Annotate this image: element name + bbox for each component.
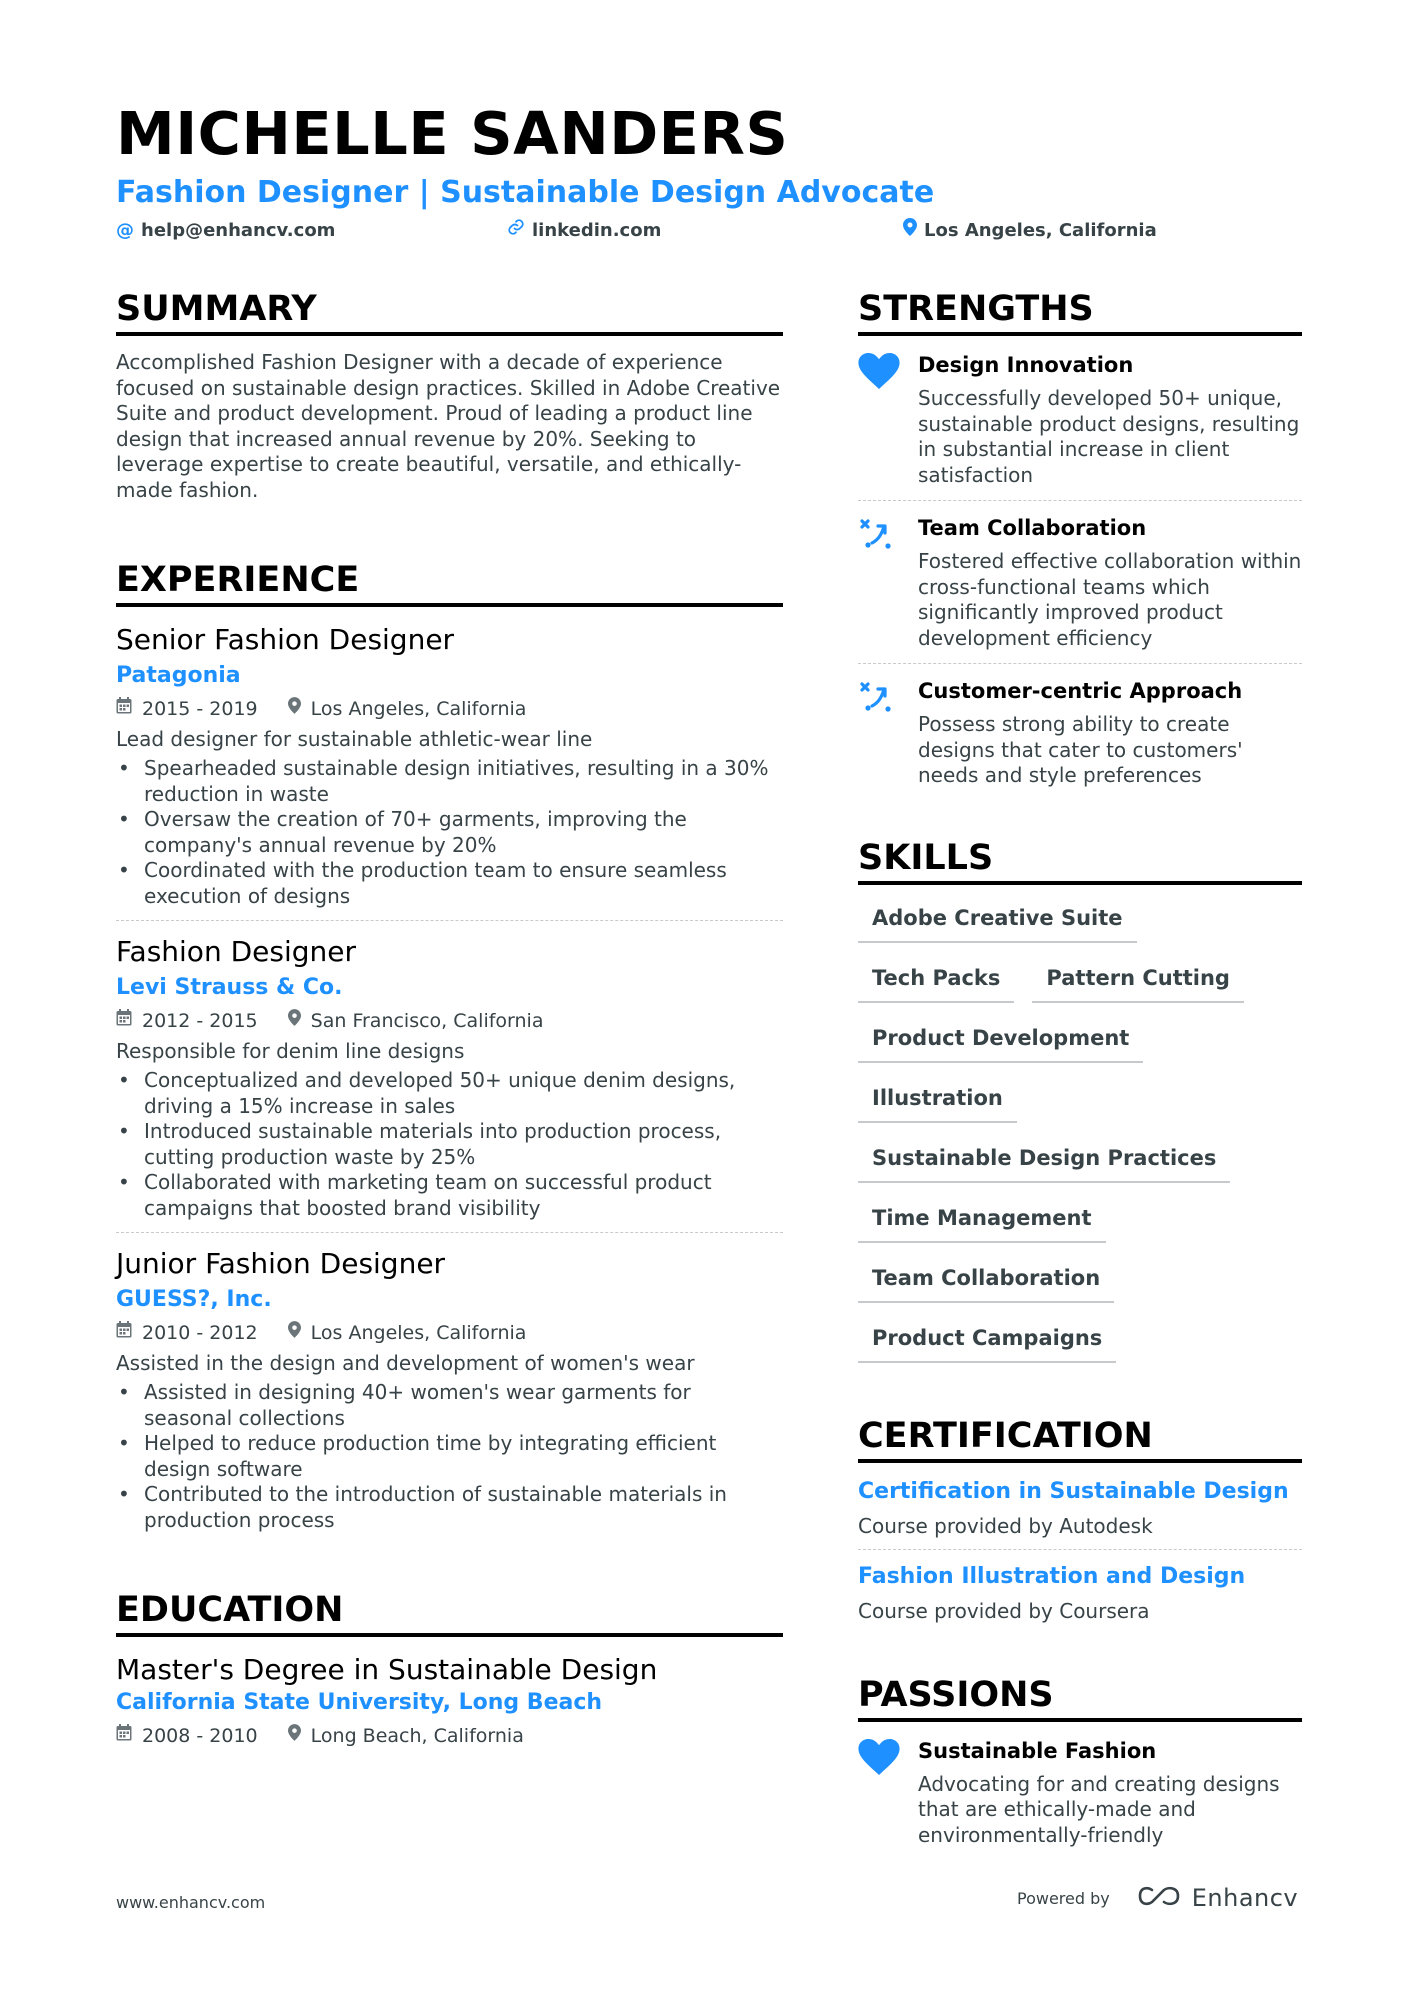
job-bullets — [116, 1380, 783, 1533]
skill-tag: Product Development — [858, 1017, 1143, 1063]
location-pin-icon — [288, 1320, 301, 1346]
strength-description: Possess strong ability to create designs that cater to customers' needs and style preferences — [918, 712, 1243, 787]
passions-section — [858, 1674, 1302, 1849]
candidate-title: Fashion Designer | Sustainable Design Advocate — [116, 175, 935, 210]
powered-by-text: Powered by — [1017, 1888, 1110, 1908]
summary-heading: SUMMARY — [116, 288, 783, 336]
certification-item — [858, 1562, 1302, 1624]
location-pin-icon — [288, 696, 301, 722]
education-heading: EDUCATION — [116, 1589, 783, 1637]
certification-section — [858, 1415, 1302, 1624]
job-meta — [116, 1008, 783, 1034]
job-description: Lead designer for sustainable athletic-wear line — [116, 727, 593, 751]
skills-list — [858, 897, 1302, 1377]
skill-tag: Pattern Cutting — [1032, 957, 1244, 1003]
contact-location — [903, 218, 1157, 244]
summary-section — [116, 288, 783, 503]
certification-title: Fashion Illustration and Design — [858, 1563, 1246, 1589]
job-dates: 2015 - 2019 — [142, 698, 258, 720]
skill-tag: Illustration — [858, 1077, 1017, 1123]
contact-linkedin[interactable] — [507, 218, 661, 244]
heart-icon — [858, 350, 918, 488]
brand-name: Enhancv — [1191, 1884, 1299, 1912]
strengths-section — [858, 288, 1302, 789]
summary-text: Accomplished Fashion Designer with a decade of experience focused on sustainable design practices. Skilled in Adobe Creative Suite and product development. Proud of leading a product line design that increased annual revenue by 20%. Seeking to leverage expertise to create beautiful, versatile, and ethically-made fashion. — [116, 350, 781, 502]
strength-item — [858, 676, 1302, 789]
strength-title: Design Innovation — [918, 353, 1134, 377]
certification-description: Course provided by Autodesk — [858, 1513, 1153, 1538]
job-title: Senior Fashion Designer — [116, 623, 455, 656]
strength-title: Team Collaboration — [918, 516, 1147, 540]
passion-item — [858, 1736, 1302, 1849]
job-location: Los Angeles, California — [310, 1322, 527, 1344]
bullet-item: • Coordinated with the production team to ensure seamless execution of designs — [116, 858, 783, 909]
enhancv-logo-icon — [1136, 1884, 1182, 1912]
at-sign-icon: @ — [116, 220, 134, 241]
left-column — [116, 288, 783, 1749]
calendar-icon — [116, 1008, 132, 1034]
candidate-name: MICHELLE SANDERS — [116, 99, 789, 168]
strengths-heading: STRENGTHS — [858, 288, 1302, 336]
job-entry — [116, 1246, 783, 1533]
degree-title: Master's Degree in Sustainable Design — [116, 1653, 658, 1686]
strength-description: Successfully developed 50+ unique, sustainable product designs, resulting in substantial increase in client satisfaction — [918, 386, 1300, 487]
certification-description: Course provided by Coursera — [858, 1598, 1150, 1623]
experience-section — [116, 559, 783, 1533]
calendar-icon — [116, 1320, 132, 1346]
education-meta — [116, 1723, 783, 1749]
certification-item — [858, 1477, 1302, 1550]
bullet-item: • Collaborated with marketing team on successful product campaigns that boosted brand visibility — [116, 1170, 783, 1221]
bullet-item: • Assisted in designing 40+ women's wear garments for seasonal collections — [116, 1380, 783, 1431]
job-description: Responsible for denim line designs — [116, 1039, 465, 1063]
education-entry — [116, 1652, 783, 1749]
job-dates: 2010 - 2012 — [142, 1322, 258, 1344]
calendar-icon — [116, 1723, 132, 1749]
job-company: Levi Strauss & Co. — [116, 975, 343, 1000]
linkedin-text: linkedin.com — [532, 220, 662, 241]
passions-heading: PASSIONS — [858, 1674, 1302, 1722]
education-location: Long Beach, California — [310, 1725, 524, 1747]
link-icon — [507, 218, 525, 244]
strength-item — [858, 513, 1302, 664]
job-dates: 2012 - 2015 — [142, 1010, 258, 1032]
location-pin-icon — [288, 1723, 301, 1749]
email-text: help@enhancv.com — [141, 220, 336, 241]
experience-heading: EXPERIENCE — [116, 559, 783, 607]
passion-title: Sustainable Fashion — [918, 1738, 1157, 1763]
job-entry — [116, 622, 783, 921]
job-company: GUESS?, Inc. — [116, 1287, 272, 1312]
strength-title: Customer-centric Approach — [918, 679, 1243, 703]
heart-icon — [858, 1736, 918, 1849]
bullet-item: • Oversaw the creation of 70+ garments, improving the company's annual revenue by 20% — [116, 807, 783, 858]
contact-email[interactable] — [116, 218, 335, 244]
skill-tag: Adobe Creative Suite — [858, 897, 1137, 943]
job-title: Fashion Designer — [116, 935, 356, 968]
strength-description: Fostered effective collaboration within cross-functional teams which significantly improved product development efficiency — [918, 549, 1302, 650]
education-dates: 2008 - 2010 — [142, 1725, 258, 1747]
job-company: Patagonia — [116, 663, 241, 688]
bullet-item: • Introduced sustainable materials into production process, cutting production waste by 25% — [116, 1119, 783, 1170]
skill-tag: Team Collaboration — [858, 1257, 1114, 1303]
calendar-icon — [116, 696, 132, 722]
location-pin-icon — [288, 1008, 301, 1034]
job-meta — [116, 696, 783, 722]
skills-section — [858, 837, 1302, 1377]
footer-website[interactable]: www.enhancv.com — [116, 1893, 266, 1912]
footer-branding[interactable] — [1017, 1884, 1298, 1912]
job-entry — [116, 934, 783, 1233]
education-section — [116, 1589, 783, 1749]
job-bullets — [116, 756, 783, 909]
skill-tag: Sustainable Design Practices — [858, 1137, 1230, 1183]
school-name: California State University, Long Beach — [116, 1690, 603, 1715]
strategy-icon — [858, 513, 918, 651]
bullet-item: • Spearheaded sustainable design initiatives, resulting in a 30% reduction in waste — [116, 756, 783, 807]
skills-heading: SKILLS — [858, 837, 1302, 885]
location-pin-icon — [903, 218, 917, 244]
job-location: San Francisco, California — [310, 1010, 544, 1032]
strategy-icon — [858, 676, 918, 789]
job-meta — [116, 1320, 783, 1346]
certification-title: Certification in Sustainable Design — [858, 1478, 1289, 1504]
passion-description: Advocating for and creating designs that are ethically-made and environmentally-friendly — [918, 1771, 1280, 1847]
job-title: Junior Fashion Designer — [116, 1247, 446, 1280]
right-column — [858, 288, 1302, 1848]
skill-tag: Product Campaigns — [858, 1317, 1116, 1363]
strength-item — [858, 350, 1302, 501]
skill-tag: Tech Packs — [858, 957, 1014, 1003]
job-description: Assisted in the design and development of women's wear — [116, 1351, 695, 1375]
skill-tag: Time Management — [858, 1197, 1106, 1243]
location-text: Los Angeles, California — [924, 220, 1157, 241]
bullet-item: • Conceptualized and developed 50+ unique denim designs, driving a 15% increase in sales — [116, 1068, 783, 1119]
certification-heading: CERTIFICATION — [858, 1415, 1302, 1463]
bullet-item: • Contributed to the introduction of sustainable materials in production process — [116, 1482, 783, 1533]
job-bullets — [116, 1068, 783, 1221]
bullet-item: • Helped to reduce production time by integrating efficient design software — [116, 1431, 783, 1482]
job-location: Los Angeles, California — [310, 698, 527, 720]
